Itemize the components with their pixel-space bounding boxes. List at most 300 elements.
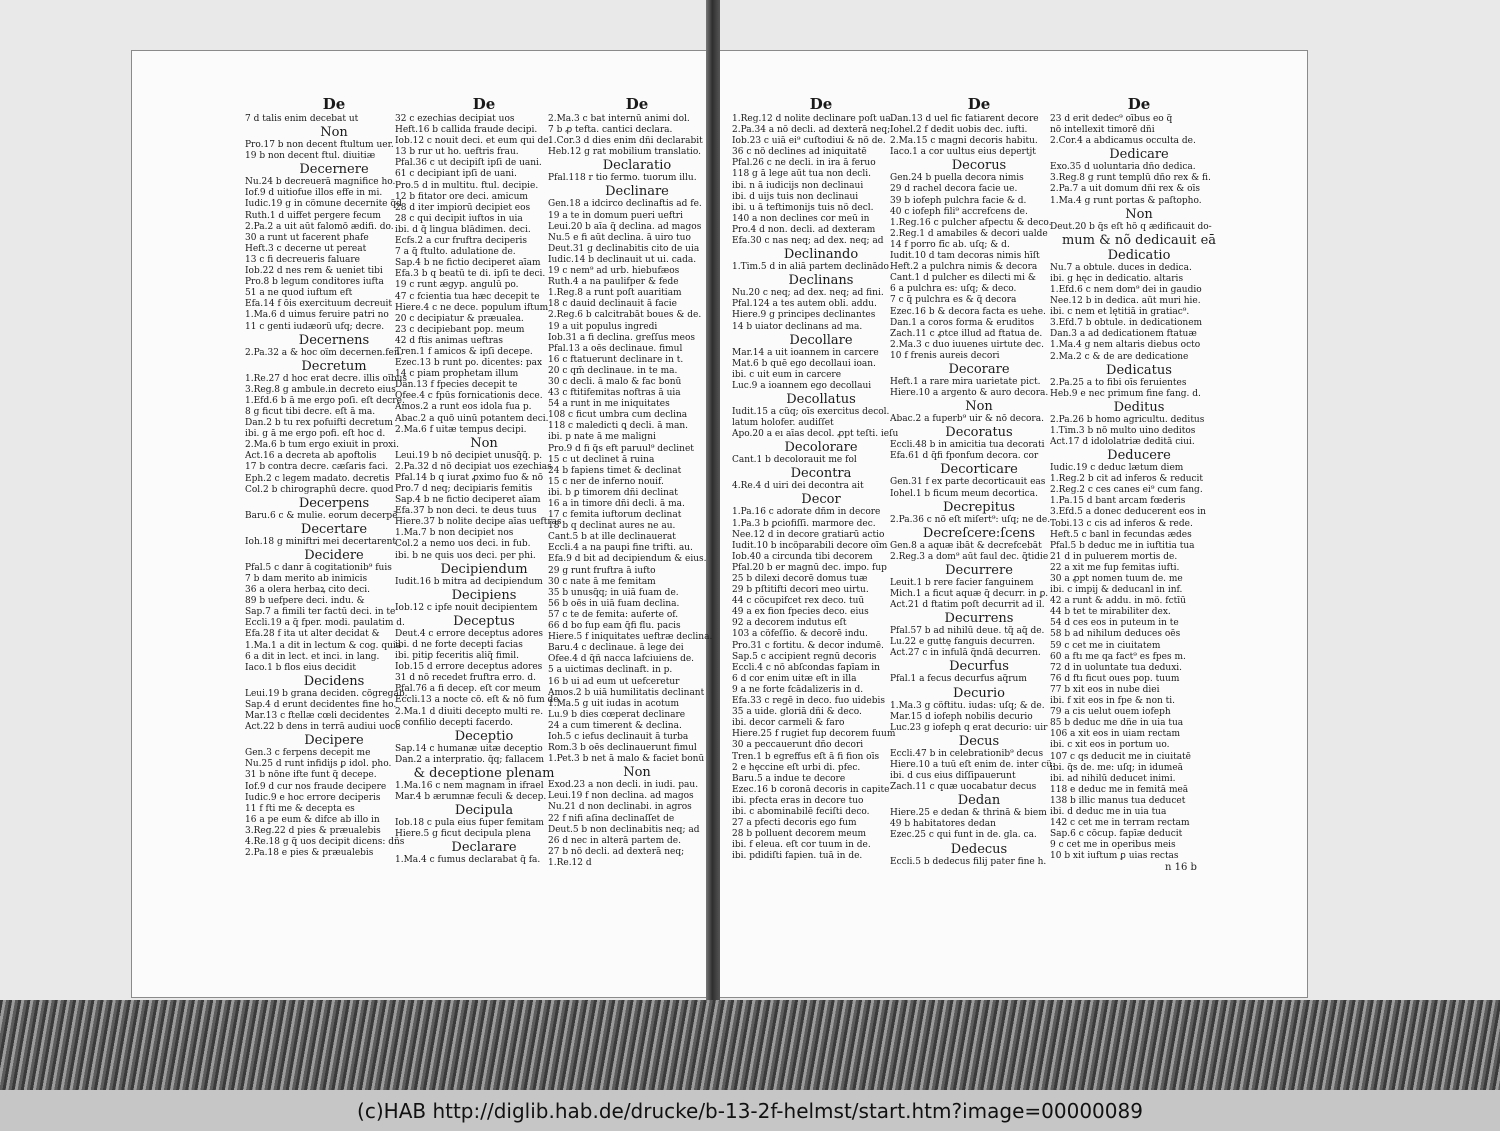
concordance-entry: ibi. c uit eum in carcere (732, 369, 842, 380)
concordance-entry: 10 b xit iuftum ꝑ uias rectas (1050, 851, 1179, 862)
lemma-heading: Non (1125, 206, 1153, 222)
concordance-entry: 30 a runt ut facerent phafe (245, 232, 369, 243)
concordance-entry: 2.Pa.2 a uit aūt falomõ ædifi. do. (245, 221, 394, 232)
concordance-entry: ibi. pdidiſti fapien. tuā in de. (732, 851, 863, 862)
concordance-entry: 79 a cis uelut ouem iofeph (1050, 707, 1171, 718)
concordance-entry: 6 a pulchra es: uſq; & deco. (890, 284, 1017, 295)
concordance-entry: Hiere.9 g principes declinantes (732, 310, 876, 321)
concordance-entry: Pro.9 d fi q̃s eft paruul⁹ declinet (548, 443, 694, 454)
concordance-entry: 7 a q̃ ftulto. adulatione de. (395, 247, 516, 258)
concordance-entry: Ioh.5 c iefus declinauit ā turba (548, 731, 689, 742)
lemma-heading: Declinans (788, 273, 854, 289)
concordance-entry: 1.Ma.4 g nem altaris diebus octo (1050, 340, 1201, 351)
concordance-entry: 3.Reg.22 d pies & præualebis (245, 825, 381, 836)
concordance-entry: Pro.4 d non. decli. ad dexteram (732, 224, 876, 235)
concordance-entry: Pfal.124 a tes autem obli. addu. (732, 299, 877, 310)
concordance-entry: 2.Ma.1 d diuiti decepto multi re. (395, 706, 544, 717)
concordance-entry: 26 d nec in alterā partem de. (548, 835, 681, 846)
concordance-entry: 30 c nate ā me femitam (548, 576, 656, 587)
concordance-entry: 1.Pet.3 b net ā malo & faciet bonū (548, 754, 705, 765)
concordance-entry: Iob.15 d errore deceptus adores (395, 662, 543, 673)
concordance-entry: Deut.31 g declinabitis cito de uia (548, 243, 700, 254)
lemma-heading: Decipiendum (440, 561, 528, 577)
concordance-entry: Baru.5 a indue te decore (732, 773, 846, 784)
concordance-entry: 22 a xit me fup femitas iufti. (1050, 562, 1180, 573)
concordance-entry: 138 b illic manus tua deducet (1050, 795, 1186, 806)
concordance-entry: 1.Tim.3 b nõ multo uino deditos (1050, 425, 1196, 436)
concordance-entry: 44 c cõcupifcet rex deco. tuū (732, 596, 865, 607)
concordance-entry: 16 a in timore dñi decli. ā ma. (548, 499, 685, 509)
concordance-entry: ibi. b ꝑ timorem dñi declinat (548, 487, 678, 498)
concordance-entry: 1.Ma.4 g runt portas & paſtopho. (1050, 195, 1202, 206)
concordance-entry: Pfal.20 b er magnū dec. impo. fup (732, 562, 887, 573)
concordance-entry: Ruth.4 a na paulifper & fede (548, 277, 679, 288)
concordance-entry: Dan.3 a ad dedicationem ftatuæ (1050, 329, 1197, 340)
concordance-entry: 44 b tet te mirabiliter dex. (1050, 607, 1171, 618)
concordance-entry: Cant.1 d pulcher es dilecti mi & (890, 273, 1036, 284)
lemma-heading: Dedicare (1109, 147, 1169, 163)
concordance-entry: 19 b non decent ftul. diuitiæ (245, 151, 376, 162)
concordance-entry: 61 c decipiant ipſi de uani. (395, 169, 517, 180)
concordance-entry: Eccli.13 a nocte cõ. eſt & nõ fum de. (395, 695, 562, 706)
concordance-entry: 1.Ma.5 g uit iudas in acotum (548, 698, 679, 709)
concordance-entry: ibi. f xit eos in fpe & non ti. (1050, 696, 1176, 707)
concordance-entry: 2.Ma.15 c magni decoris habitu. (890, 136, 1038, 147)
concordance-entry: Tren.1 f amicos & ipſi decepe. (395, 346, 533, 357)
concordance-entry: 4.Re.4 d uiri dei decontra ait (732, 481, 864, 492)
concordance-entry: ibi. g ā me ergo pofi. eſt hoc d. (245, 429, 386, 440)
concordance-entry: 32 c ezechias decipiat uos (395, 114, 515, 124)
concordance-entry: 1.Cor.3 d dies enim dñi declarabit (548, 136, 703, 147)
concordance-entry: Lu.9 b dies cœperat declinare (548, 709, 686, 720)
concordance-entry: 3.Reg.8 g runt templū dño rex & fi. (1050, 173, 1211, 184)
concordance-entry: Eccli.5 b dedecus filij pater fine h. (890, 856, 1047, 867)
text-column-6 (1050, 96, 1228, 862)
concordance-entry: Tren.1 b egreffus eſt ā fi fion oīs (732, 751, 880, 762)
concordance-entry: Mat.6 b quē ego decollaui ioan. (732, 358, 876, 369)
lemma-heading: Non (470, 435, 498, 451)
lemma-heading: Decernere (299, 162, 369, 178)
concordance-entry: Ezec.16 b & decora facta es uehe. (890, 306, 1046, 317)
concordance-entry: Hiere.25 f rugiet fup decorem fuum (732, 729, 896, 740)
concordance-entry: Mar.4 b ærumnæ feculi & decep. (395, 791, 547, 802)
concordance-entry: 2.Ma.6 f uitæ tempus decipi. (395, 424, 527, 435)
concordance-entry: 108 c ficut umbra cum declina (548, 410, 688, 421)
concordance-entry: 11 c genti iudæorũ ufq; decre. (245, 321, 385, 332)
concordance-entry: Gen.3 c ferpens decepit me (245, 748, 371, 759)
concordance-entry: 19 a te in domum pueri ueftri (548, 210, 683, 221)
concordance-entry: Iudit.10 b incõparabili decore oīm (732, 540, 888, 551)
concordance-entry: 1.Efd.6 b ā me ergo poſi. eſt decre. (245, 395, 405, 406)
concordance-entry: 49 a ex fion fpecies deco. eius (732, 607, 869, 618)
lemma-heading: Non (623, 765, 651, 781)
lemma-heading: Decurrere (945, 562, 1013, 578)
concordance-entry: 2.Reg.6 b calcitrabāt boues & de. (548, 310, 702, 321)
concordance-entry: 1.Pa.3 b ꝑciofiſſi. marmore dec. (732, 518, 876, 529)
concordance-entry: 35 a uide. gloriā dñi & deco. (732, 707, 862, 718)
concordance-entry: 2.Pa.32 a & hoc oĩm decernen.fen. (245, 347, 403, 358)
lemma-heading: Decernens (298, 332, 370, 348)
concordance-entry: Abac.2 a fuperb⁹ uir & nõ decora. (890, 414, 1044, 425)
concordance-entry: Iudic.14 b declinauit ut ui. cada. (548, 254, 697, 265)
concordance-entry: Iudic.9 e hoc errore deciperis (245, 792, 381, 803)
scan-edge-shadow (0, 1000, 1500, 1090)
concordance-entry: 17 c femita iuftorum declinat (548, 510, 682, 521)
concordance-entry: Abac.2 a quõ uinū potantem deci. (395, 413, 549, 424)
concordance-entry: Iudic.19 c deduc lætum diem (1050, 463, 1184, 474)
concordance-entry: Iof.9 d cur nos fraude decipere (245, 781, 387, 792)
concordance-entry: Ofee.4 c fpūs fornicationis dece. (395, 391, 543, 402)
concordance-entry: Hiere.10 a argento & auro decora. (890, 388, 1049, 399)
concordance-entry: Nu.21 d non declinabi. in agros (548, 802, 692, 813)
concordance-entry: Pro.8 b legum conditores iufta (245, 277, 384, 288)
concordance-entry: Act.17 d idololatriæ deditā ciui. (1050, 436, 1195, 447)
concordance-entry: nõ intellexit timorē dñi (1050, 125, 1155, 136)
concordance-entry: Pfal.36 c ut decipiſt ipſi de uani. (395, 158, 542, 169)
concordance-entry: 118 g ā lege aūt tua non decli. (732, 169, 871, 180)
concordance-entry: 31 d nõ recedet fruftra erro. d. (395, 673, 537, 684)
concordance-entry: 2.Reg.2 c ces canes ei⁹ cum fang. (1050, 485, 1203, 496)
concordance-entry: Act.21 d ftatim poſt decurrit ad il. (890, 600, 1045, 611)
concordance-entry: Efa.14 f õis exercituum decreuit (245, 299, 393, 310)
concordance-entry: 1.Re.12 d (548, 857, 592, 868)
concordance-entry: 20 c qm̄ declinaue. in te ma. (548, 365, 678, 376)
concordance-entry: 39 b iofeph pulchra facie & d. (890, 195, 1027, 206)
column-header: De (472, 95, 496, 113)
lemma-heading: Decerpens (298, 495, 370, 511)
concordance-entry: 21 d in puluerem mortis de. (1050, 551, 1178, 562)
concordance-entry: 42 d ftis animas ueftras (395, 335, 504, 346)
concordance-entry: 77 b xit eos in nube diei (1050, 684, 1160, 695)
concordance-entry: Nu.25 d runt infidijs ꝑ idol. pho. (245, 759, 392, 770)
lemma-heading: mum & nõ dedicauit eā (1061, 232, 1217, 248)
concordance-entry: 12 b fitator ore deci. amicum (395, 191, 528, 202)
lemma-heading: Dedicatio (1107, 247, 1171, 263)
concordance-entry: 1.Ma.1 a dit in lectum & cog. quia (245, 640, 402, 651)
concordance-entry: 2 e hęccine eſt urbi di. pfec. (732, 762, 861, 773)
concordance-entry: 3.Efd.7 b obtule. in dedicationem (1050, 318, 1203, 329)
concordance-entry: Hiere.5 f iniquitates ueftræ declina. (548, 632, 713, 643)
concordance-entry: Leui.19 b nõ decipiet unusq̃q̃. p. (395, 450, 543, 461)
lemma-heading: Decontra (790, 466, 852, 482)
concordance-entry: Nee.12 d in decore gratiarū actio (732, 529, 885, 540)
concordance-entry: 49 b habitatores dedan (890, 819, 996, 830)
concordance-entry: 1.Reg.16 c pulcher afpectu & deco. (890, 217, 1052, 228)
lemma-heading: Decus (958, 733, 1000, 749)
concordance-entry: Leuit.1 b rere facier fanguinem (890, 577, 1034, 588)
concordance-entry: 36 c nõ declines ad iniquitatē (732, 147, 867, 158)
concordance-entry: Gen.31 f ex parte decorticauit eas (890, 477, 1046, 488)
concordance-entry: Heb.12 g rat mobilium translatio. (548, 147, 701, 158)
concordance-entry: Eccli.48 b in amicitia tua decorati (890, 440, 1045, 451)
concordance-entry: Iaco.1 b flos eius decidit (245, 662, 356, 673)
concordance-entry: Iob.23 c uiā ei⁹ cuſtodiui & nõ de. (732, 136, 886, 147)
concordance-entry: 30 a peccauerunt dño decori (732, 740, 864, 751)
concordance-entry: 1.Reg.8 a runt poſt auaritiam (548, 288, 682, 299)
concordance-entry: 2.Reg.3 a dom⁹ aūt faul dec. q̃tidie (890, 551, 1049, 562)
concordance-entry: 24 b fapiens timet & declinat (548, 465, 682, 476)
concordance-entry: Ruth.1 d uiffet pergere fecum (245, 210, 381, 221)
concordance-entry: 31 b nõne ifte funt q̃ decepe. (245, 770, 377, 781)
column-header: De (625, 95, 649, 113)
concordance-entry: 2.Pa.25 a to fibi oīs feruientes (1050, 377, 1187, 388)
concordance-entry: Cant.5 b at ille declinauerat (548, 532, 676, 543)
concordance-entry: 27 a pfecti decoris ego fum (732, 818, 857, 829)
concordance-entry: 76 d ftı ficut oues pop. tuum (1050, 673, 1180, 684)
concordance-entry: 1.Efd.6 c nem dom⁹ dei in gaudio (1050, 284, 1202, 295)
concordance-entry: 2.Pa.7 a uit domum dñi rex & oīs (1050, 184, 1200, 195)
concordance-entry: 118 e deduc me in femitā meā (1050, 784, 1189, 795)
lemma-heading: Decolorare (784, 440, 858, 456)
concordance-entry: 66 d bo fup eam q̃fi flu. pacis (548, 621, 681, 632)
concordance-entry: Ezec.16 b coronā decoris in capite (732, 784, 890, 795)
concordance-entry: Exo.35 d uoluntaria dño dedica. (1050, 162, 1196, 173)
concordance-entry: 7 b dam merito ab inimicis (245, 574, 368, 584)
concordance-entry: 16 b ui ad eum ut uefceretur (548, 676, 680, 687)
concordance-entry: Hiere.25 e dedan & thrinā & biem (890, 808, 1047, 819)
concordance-entry: 92 a decorem indutus eſt (732, 618, 847, 629)
concordance-entry: Pro.5 d in multitu. ftul. decipie. (395, 180, 539, 191)
concordance-entry: 2.Ma.2 c & de are dedicatione (1050, 351, 1189, 362)
concordance-entry: Leui.19 b grana deciden. cõgregab. (245, 688, 408, 699)
concordance-entry: 19 a uit populus ingredi (548, 321, 658, 332)
concordance-entry: Col.2 b chirographū decre. quod (245, 484, 394, 495)
lemma-heading: Decreſcere:ſcens (922, 525, 1036, 541)
column-header: De (809, 95, 833, 113)
concordance-entry: Deut.4 c errore deceptus adores (395, 628, 544, 639)
lemma-heading: & deceptione plenam (413, 765, 555, 781)
concordance-entry: Iob.18 c pula eius fuper femitam (395, 818, 544, 829)
concordance-entry: Pfal.5 c danr ā cogitationib⁹ fuis (245, 562, 392, 573)
column-header: De (967, 95, 991, 113)
lemma-heading: Decollare (789, 332, 853, 348)
concordance-entry: Dan.13 f fpecies decepit te (395, 380, 518, 391)
concordance-entry: Sap.7 a fimili ter factū deci. in te (245, 607, 396, 618)
concordance-entry: 3.Efd.5 a donec deducerent eos in (1050, 507, 1206, 518)
concordance-entry: Lu.22 e guttę fanguis decurren. (890, 637, 1036, 648)
lemma-heading: Deceptus (453, 613, 515, 629)
concordance-entry: ibi. c impij & deducanl in inf. (1050, 585, 1183, 596)
concordance-entry: Baru.6 c & mulie. eorum decerpē. (245, 510, 401, 521)
concordance-entry: 19 c runt ægyp. angulū po. (395, 280, 519, 291)
concordance-entry: Sap.4 b ne fictio deciperet aīam (395, 495, 541, 506)
concordance-entry: Ecfs.2 a cur fruftra deciperis (395, 236, 528, 247)
concordance-entry: Nu.7 a obtule. duces in dedica. (1050, 262, 1192, 273)
concordance-entry: 15 c ner de inferno nouif. (548, 476, 664, 487)
concordance-entry: latum holofer. audiſſet (732, 418, 834, 429)
concordance-entry: Iaco.1 a cor uultus eius depertjt (890, 147, 1036, 158)
concordance-entry: Iudit.10 d tam decoras nimis hīſt (890, 251, 1040, 262)
concordance-entry: Pfal.14 b q iurat ꝓximo fuo & nõ (395, 472, 544, 483)
concordance-entry: Ezec.13 b runt po. dicentes: pax (395, 358, 543, 369)
concordance-entry: Gen.24 b puella decora nimis (890, 173, 1024, 184)
concordance-entry: 1.Ma.3 g cõftitu. iudas: uſq; & de. (890, 700, 1045, 711)
concordance-entry: Gen.18 a idcirco declinaftis ad fe. (548, 199, 702, 210)
concordance-entry: Heft.2 a pulchra nimis & decora (890, 262, 1038, 273)
lemma-heading: Decorticare (940, 462, 1018, 478)
concordance-entry: Amos.2 a runt eos idola fua p. (395, 402, 532, 413)
concordance-entry: Pfal.57 b ad nihilū deue. t̃q̃ aq̃ de. (890, 626, 1045, 637)
lemma-heading: Non (965, 399, 993, 415)
concordance-entry: 9 a ne forte fcādalizeris in d. (732, 684, 864, 695)
concordance-entry: 51 a ne quod iuftum eft (245, 288, 353, 299)
concordance-entry: Pro.7 d neq; decipiaris femitis (395, 484, 533, 494)
concordance-entry: 2.Pa.18 e pies & præualebis (245, 848, 374, 859)
concordance-entry: Efa.28 f ita ut alter decidat & (245, 629, 380, 640)
concordance-entry: Deut.5 b non declinabitis neq; ad (548, 824, 700, 835)
concordance-entry: ibi. g hęc in dedicatio. altaris (1050, 273, 1184, 284)
concordance-entry: Ofee.4 d q̃ñ nacca lafciuiens de. (548, 654, 695, 665)
concordance-entry: 30 c decli. ā malo & fac bonū (548, 376, 682, 387)
concordance-entry: Deut.20 b q̃s eſt hõ q ædificauit do- (1050, 221, 1212, 232)
concordance-entry: Ioh.18 g miniftri mei decertarent (245, 536, 397, 547)
concordance-entry: Mich.1 a ficut aquæ q̃ decurr. in ꝑ. (890, 589, 1049, 599)
concordance-entry: 27 b nõ decli. ad dexterā neq; (548, 846, 685, 857)
concordance-entry: Baru.4 c declinaue. ā lege dei (548, 643, 684, 654)
concordance-entry: Pfal.5 b deduc me in iuftitia tua (1050, 540, 1195, 551)
concordance-entry: ibi. ad nihilū deducet inimi. (1050, 773, 1176, 784)
lemma-heading: Decrepitus (942, 499, 1016, 515)
lemma-heading: Declarare (451, 840, 517, 856)
concordance-entry: 16 c ftatuerunt declinare in t. (548, 354, 684, 365)
concordance-entry: 72 d in uoluntate tua deduxi. (1050, 662, 1183, 673)
page-signature: n 16 b (1165, 862, 1197, 873)
concordance-entry: Efa.61 d q̃fi fponfum decora. cor (890, 451, 1039, 462)
concordance-entry: 56 b oēs in uiā fuam declina. (548, 598, 680, 609)
concordance-entry: ibi. c xit eos in portum uo. (1050, 740, 1170, 751)
concordance-entry: Hiere.5 g ficut decipula plena (395, 829, 531, 840)
concordance-entry: ibi. d deduc me in uia tua (1050, 806, 1167, 817)
concordance-entry: 1.Re.27 d hoc erat decre. illis oĩbus (245, 373, 408, 384)
concordance-entry: Iohel.1 b ficum meum decortica. (890, 488, 1038, 499)
concordance-entry: 7 d talis enim decebat ut (245, 114, 359, 124)
concordance-entry: Rom.3 b oēs declinauerunt fimul (548, 743, 697, 754)
concordance-entry: Sap.4 b ne fictio deciperet aīam (395, 258, 541, 269)
concordance-entry: Heft.3 c decerne ut pereat (245, 243, 367, 254)
concordance-entry: 2.Ma.6 b tum ergo exiuit in proxi. (245, 440, 399, 451)
concordance-entry: Sap.14 c humanæ uitæ deceptio (395, 743, 543, 754)
lemma-heading: Decurio (953, 685, 1005, 701)
concordance-entry: Act.22 b dens in terrā audiui uoce (245, 722, 401, 733)
concordance-entry: ibi. d q̃ lingua blādimen. deci. (395, 224, 531, 235)
copyright-footer: (c)HAB http://diglib.hab.de/drucke/b-13-2f-helmst/start.htm?image=00000089 (0, 1090, 1500, 1131)
concordance-entry: 2.Pa.26 b homo agricultu. deditus (1050, 414, 1205, 425)
concordance-entry: Dan.13 d uel fic fatiarent decore (890, 114, 1039, 124)
lemma-heading: Decidens (303, 673, 365, 689)
concordance-entry: 6 a dit in lect. et inci. in lang. (245, 651, 380, 662)
concordance-entry: 1.Reg.12 d nolite declinare poſt ua. (732, 114, 894, 124)
lemma-heading: Dedecus (950, 841, 1008, 857)
concordance-entry: Iob.31 a fi declina. greſſus meos (548, 332, 695, 343)
concordance-entry: Iohel.2 f dedit uobis dec. iufti. (890, 125, 1028, 136)
concordance-entry: ibi. u ā teftimonijs tuis nõ decl. (732, 202, 874, 213)
lemma-heading: Decollatus (786, 391, 856, 407)
lemma-heading: Dedicatus (1106, 362, 1172, 378)
concordance-entry: ibi. f eleua. eſt cor tuum in de. (732, 840, 871, 851)
concordance-entry: 28 d iter impiorū decipiet eos (395, 202, 531, 213)
concordance-entry: Luc.9 a ioannem ego decollaui (732, 380, 872, 391)
concordance-entry: ibi. b ne quis uos deci. per phi. (395, 550, 536, 561)
lemma-heading: Decipula (454, 803, 514, 819)
concordance-entry: Iob.40 a circunda tibi decorem (732, 551, 873, 562)
concordance-entry: Eccli.19 a q̃ fper. modi. paulatim d. (245, 618, 405, 629)
concordance-entry: 28 b polluent decorem meum (732, 829, 867, 840)
concordance-entry: 2.Pa.34 a nõ decli. ad dexterā neq; (732, 125, 891, 136)
concordance-entry: 1.Ma.6 d uimus feruire patri no (245, 310, 389, 321)
concordance-entry: Heft.16 b callida fraude decipi. (395, 125, 538, 136)
concordance-entry: Heft.1 a rare mira uarietate pict. (890, 376, 1041, 387)
concordance-entry: 118 c maledicti ꝗ decli. ā man. (548, 421, 689, 432)
concordance-entry: Eccli.4 a na paupi fine trifti. au. (548, 543, 693, 554)
concordance-entry: ibi. q̃s de. me: uſq; in idumeā (1050, 762, 1184, 773)
concordance-entry: Efa.3 b q beatū te di. ipſi te deci. (395, 269, 546, 280)
concordance-entry: 1.Pa.15 d bant arcam fœderis (1050, 496, 1186, 507)
concordance-entry: Pfal.1 a fecus decurfus aq̃rum (890, 674, 1027, 685)
lemma-heading: Deditus (1113, 399, 1165, 415)
concordance-entry: Dan.1 a coros forma & eruditos (890, 317, 1035, 328)
concordance-entry: ibi. pitiꝑ feceritis aliq̃ fimil. (395, 651, 520, 662)
concordance-entry: 17 b contra decre. cæſaris faci. (245, 462, 389, 473)
concordance-entry: Pfal.13 a oēs declinaue. fimul (548, 343, 683, 354)
concordance-entry: Nu.5 e fi aūt declina. ā uiro tuo (548, 232, 691, 243)
concordance-entry: 57 c te de femita: auferte of. (548, 609, 679, 620)
concordance-entry: 25 b dilexi decorē domus tuæ (732, 574, 868, 584)
concordance-entry: 19 c nem⁹ ad urb. hiebufæos (548, 266, 680, 277)
concordance-entry: Gen.8 a aquæ ibāt & decrefcebāt (890, 540, 1042, 551)
concordance-entry: Iudit.16 b mitra ad decipiendum (395, 576, 543, 587)
concordance-entry: Iof.9 d uitiofue illos effe in mi. (245, 188, 383, 199)
concordance-entry: 24 a cum timerent & declina. (548, 720, 682, 731)
concordance-entry: 11 f fti me & decepta es (245, 803, 355, 814)
concordance-entry: 16 a pe eum & difce ab illo in (245, 814, 380, 825)
concordance-entry: ibi. decor carmeli & faro (732, 718, 845, 729)
concordance-entry: Hiere.37 b nolite decipe aīas ueftras (395, 517, 562, 528)
concordance-entry: Eccli.47 b in celebrationib⁹ decus (890, 748, 1044, 759)
concordance-entry: 29 b pſtitifti decori meo uirtu. (732, 585, 869, 596)
concordance-entry: ibi. c nem et lętitiā in gratiac⁹. (1050, 307, 1190, 318)
concordance-entry: Leui.19 f non declina. ad magos (548, 791, 694, 802)
concordance-entry: 58 b ad nihilum deduces oēs (1050, 629, 1181, 640)
concordance-entry: Mar.13 c ftellæ cœli decidentes (245, 711, 390, 722)
lemma-heading: Decorus (951, 158, 1007, 174)
lemma-heading: Dedan (957, 793, 1001, 809)
concordance-entry: 3.Reg.8 g ambule.in decreto eius (245, 384, 396, 395)
concordance-entry: 59 c cet me in ciuitatem (1050, 640, 1161, 651)
lemma-heading: Deceptio (454, 728, 514, 744)
concordance-entry: Dan.2 b tu rex pofuifti decretum (245, 418, 393, 429)
concordance-entry: 54 d ces eos in puteum in te (1050, 618, 1179, 629)
column-header: De (322, 95, 346, 113)
concordance-entry: 15 c ut declinet ā ruina (548, 454, 655, 465)
concordance-entry: Iob.12 c ipfe nouit decipientem (395, 602, 538, 613)
concordance-entry: 106 a xit eos in uiam rectam (1050, 729, 1181, 740)
lemma-heading: Decor (801, 492, 841, 508)
concordance-entry: 43 c ftitifemitas noftras ā uia (548, 388, 681, 399)
text-column-3 (548, 96, 726, 869)
lemma-heading: Declinando (783, 247, 859, 263)
concordance-entry: 9 c cet me in operibus meis (1050, 840, 1176, 851)
concordance-entry: ibi. d cus eius diſſipauerunt (890, 771, 1016, 782)
concordance-entry: 6 d cor enim uitæ eſt in illa (732, 673, 857, 684)
concordance-entry: 2.Pa.36 c nõ eſt miſert⁹: uſq; ne de. (890, 514, 1051, 525)
concordance-entry: 1.Tim.5 d in aliā partem declinādo (732, 262, 889, 273)
concordance-entry: Col.2 a nemo uos deci. in fub. (395, 539, 531, 550)
concordance-entry: Luc.23 g iofeph q erat decurio: uir (890, 722, 1048, 733)
lemma-heading: Decurfus (949, 659, 1009, 675)
concordance-entry: 14 b uiator declinans ad ma. (732, 321, 863, 332)
concordance-entry: c confilio decepti facerdo. (395, 717, 514, 728)
concordance-entry: 1.Ma.16 c nem magnam in ifrael (395, 780, 544, 791)
